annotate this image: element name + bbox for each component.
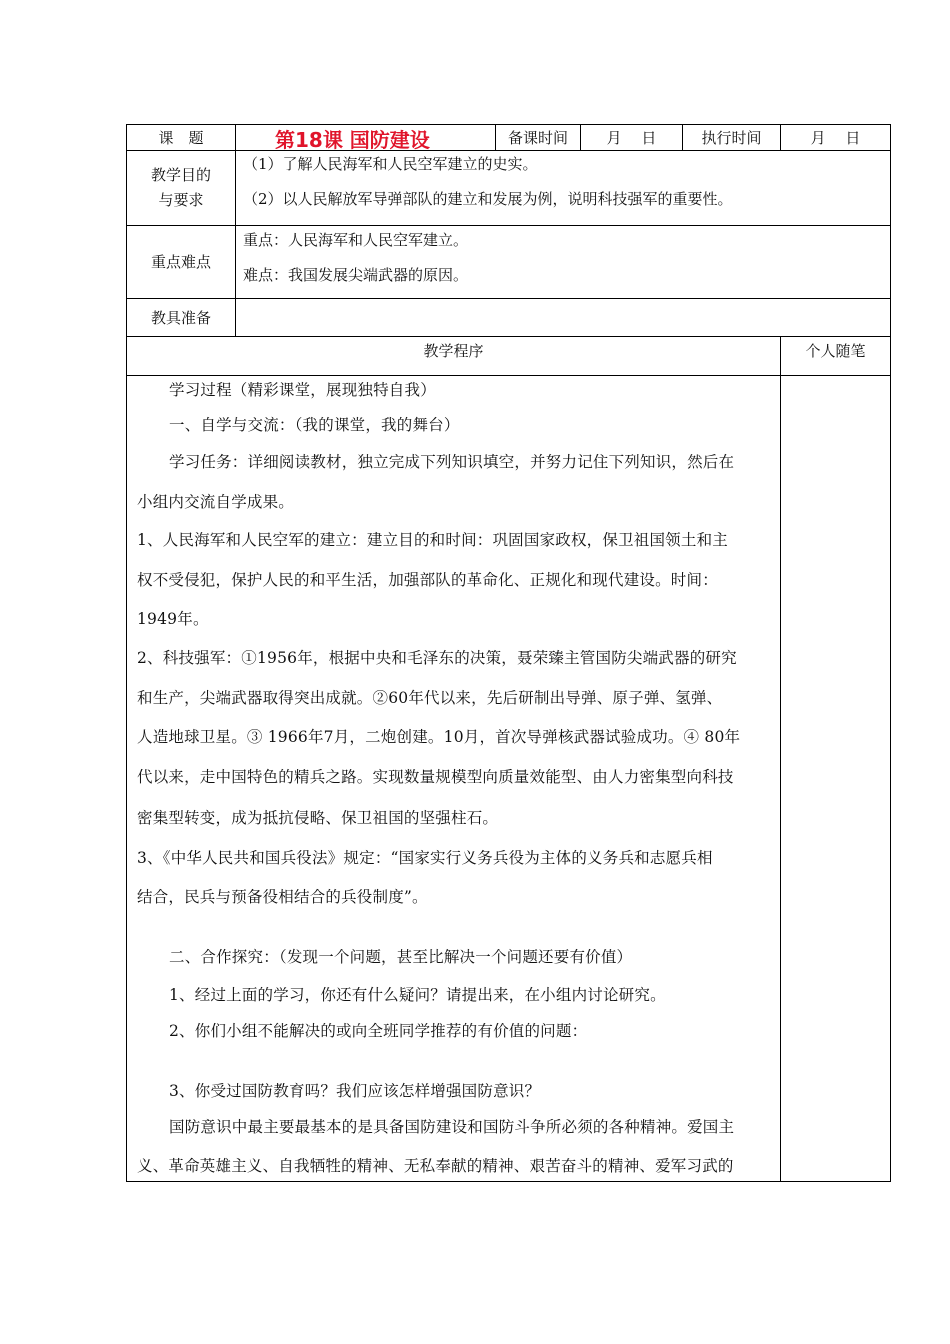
prep-date: 月 日 bbox=[606, 129, 657, 147]
procedure-line: 1、经过上面的学习，你还有什么疑问？请提出来，在小组内讨论研究。 bbox=[169, 986, 666, 1004]
table-border-top bbox=[126, 124, 891, 125]
procedure-line: 3、《中华人民共和国兵役法》规定：“国家实行义务兵役为主体的义务兵和志愿兵相 bbox=[137, 849, 713, 867]
row-divider bbox=[126, 225, 891, 226]
materials-label: 教具准备 bbox=[150, 309, 211, 327]
focus-text: 重点：人民海军和人民空军建立。 bbox=[243, 231, 469, 249]
procedure-line: 义、革命英雄主义、自我牺牲的精神、无私奉献的精神、艰苦奋斗的精神、爱军习武的 bbox=[137, 1157, 734, 1175]
procedure-line: 和生产，尖端武器取得突出成就。②60年代以来，先后研制出导弹、原子弹、氢弹、 bbox=[137, 689, 723, 707]
procedure-header: 教学程序 bbox=[423, 342, 484, 360]
objectives-label-line2: 与要求 bbox=[158, 191, 204, 209]
procedure-line: 一、自学与交流：（我的课堂，我的舞台） bbox=[169, 416, 460, 434]
notes-column-divider bbox=[780, 336, 781, 1182]
exec-date: 月 日 bbox=[810, 129, 861, 147]
row-divider bbox=[126, 298, 891, 299]
procedure-line: 1、人民海军和人民空军的建立：建立目的和时间：巩固国家政权，保卫祖国领土和主 bbox=[137, 531, 728, 549]
procedure-line: 3、你受过国防教育吗？我们应该怎样增强国防意识？ bbox=[169, 1082, 541, 1100]
procedure-line: 密集型转变，成为抵抗侵略、保卫祖国的坚强柱石。 bbox=[137, 809, 499, 827]
difficulty-text: 难点：我国发展尖端武器的原因。 bbox=[243, 266, 469, 284]
lesson-title: 第18课 国防建设 bbox=[275, 128, 430, 152]
procedure-line: 2、科技强军：①1956年，根据中央和毛泽东的决策，聂荣臻主管国防尖端武器的研究 bbox=[137, 649, 737, 667]
procedure-line: 二、合作探究：（发现一个问题，甚至比解决一个问题还要有价值） bbox=[169, 948, 633, 966]
procedure-line: 学习过程（精彩课堂，展现独特自我） bbox=[169, 381, 436, 399]
row-divider bbox=[126, 375, 891, 376]
procedure-line: 人造地球卫星。③ 1966年7月，二炮创建。10月，首次导弹核武器试验成功。④ 80年 bbox=[137, 728, 741, 746]
procedure-line: 结合，民兵与预备役相结合的兵役制度”。 bbox=[137, 888, 428, 906]
label-column-divider bbox=[235, 124, 236, 337]
procedure-line: 1949年。 bbox=[137, 610, 209, 628]
lesson-label: 课 题 bbox=[158, 129, 204, 147]
row-divider bbox=[126, 150, 891, 151]
procedure-line: 学习任务：详细阅读教材，独立完成下列知识填空，并努力记住下列知识，然后在 bbox=[169, 453, 735, 471]
table-border-left bbox=[126, 124, 127, 1182]
objective-item: （1）了解人民海军和人民空军建立的史实。 bbox=[243, 155, 538, 173]
table-border-bottom bbox=[126, 1181, 891, 1182]
row-divider bbox=[126, 336, 891, 337]
procedure-line: 2、你们小组不能解决的或向全班同学推荐的有价值的问题： bbox=[169, 1022, 588, 1040]
exec-time-label: 执行时间 bbox=[701, 129, 762, 147]
prep-time-label: 备课时间 bbox=[507, 129, 568, 147]
key-points-label: 重点难点 bbox=[150, 253, 211, 271]
objective-item: （2）以人民解放军导弹部队的建立和发展为例，说明科技强军的重要性。 bbox=[243, 190, 733, 208]
procedure-line: 国防意识中最主要最基本的是具备国防建设和国防斗争所必须的各种精神。爱国主 bbox=[169, 1118, 735, 1136]
procedure-line: 小组内交流自学成果。 bbox=[137, 493, 295, 511]
table-border-right bbox=[890, 124, 891, 1182]
objectives-label-line1: 教学目的 bbox=[150, 166, 211, 184]
procedure-line: 代以来，走中国特色的精兵之路。实现数量规模型向质量效能型、由人力密集型向科技 bbox=[137, 768, 734, 786]
procedure-line: 权不受侵犯，保护人民的和平生活，加强部队的革命化、正规化和现代建设。时间： bbox=[137, 571, 718, 589]
notes-header: 个人随笔 bbox=[805, 342, 866, 360]
